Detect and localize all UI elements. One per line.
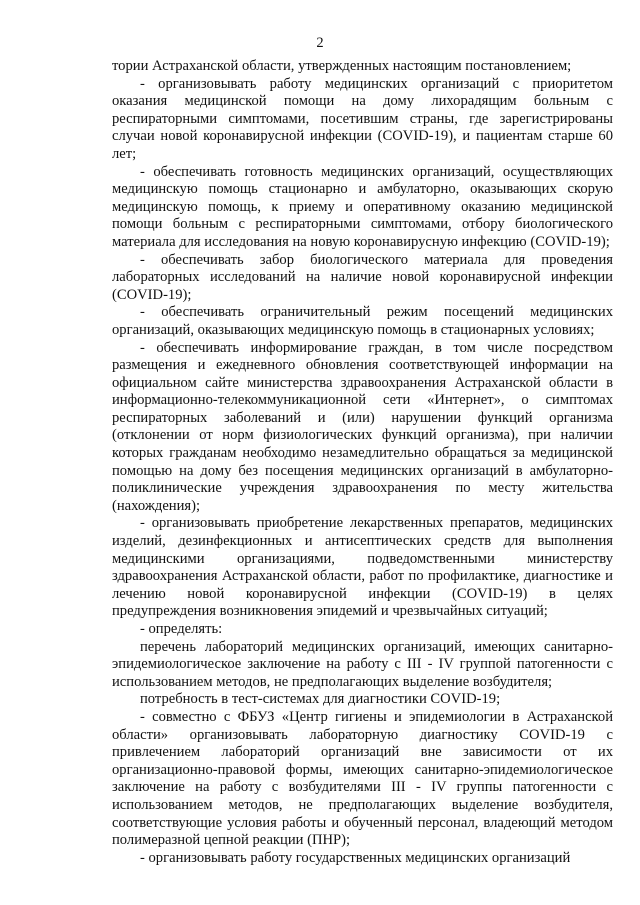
paragraph-sample-collection: - обеспечивать забор биологического материала для проведения лабораторных исследований на наличие новой коронавирусной инфекции (COVID-19); (112, 251, 613, 303)
paragraph-lab-list: перечень лабораторий медицинских организаций, имеющих санитарно-эпидемиологическое заключение на работу с III - IV группой патогенности с использованием методов, не предполагающих выделение возбудителя; (112, 638, 613, 690)
page-number: 2 (316, 35, 324, 51)
paragraph-organize-work: - организовывать работу государственных медицинских организаций (140, 849, 571, 866)
paragraph-test-systems: потребность в тест-системах для диагностики COVID-19; (140, 691, 501, 708)
paragraph-determine: - определять: (140, 621, 223, 637)
body-text (112, 58, 613, 867)
paragraph-procurement: - организовывать приобретение лекарственных препаратов, медицинских изделий, дезинфекционных и антисептических средств для выполнения медицинскими организациями, подведомственными министерству здравоохранения Астраханской области, работ по профилактике, диагностике и лечению новой коронавирусной инфекции (COVID-19) в целях предупреждения возникновения эпидемий и чрезвычайных ситуаций; (112, 515, 613, 620)
paragraph-informing-citizens: - обеспечивать информирование граждан, в том числе посредством размещения и ежедневного обновления соответствующей информации на официальном сайте министерства здравоохранения Астраханской области в информационно-телекоммуникационной сети «Интернет», о симптомах респираторных заболеваний и (или) нарушении функций организма (отклонении от норм физиологических функций организма), при наличии которых гражданам необходимо незамедлительно обращаться за медицинской помощью на дому без посещения медицинских организаций в амбулаторно-поликлинические учреждения здравоохранения по месту жительства (нахождения); (112, 339, 613, 514)
paragraph-lab-diagnostics: - совместно с ФБУЗ «Центр гигиены и эпидемиологии в Астраханской области» организовывать лабораторную диагностику COVID-19 с привлечением лабораторий организаций вне зависимости от их организационно-правовой формы, имеющих санитарно-эпидемиологическое заключение на работу с возбудителями III - IV группы патогенности с использованием методов, не предполагающих выделение возбудителя, соответствующие условия работы и обученный персонал, владеющий методом полимеразной цепной реакции (ПНР); (112, 708, 613, 849)
paragraph-visit-restriction: - обеспечивать ограничительный режим посещений медицинских организаций, оказывающих медицинскую помощь в стационарных условиях; (112, 304, 613, 338)
paragraph-readiness: - обеспечивать готовность медицинских организаций, осуществляющих медицинскую помощь стационарно и амбулаторно, оказывающих скорую медицинскую помощь, к приему и оперативному оказанию медицинской помощи больным с респираторными симптомами, отбору биологического материала для исследования на новую коронавирусную инфекцию (COVID-19); (112, 163, 613, 250)
paragraph-home-care: - организовывать работу медицинских организаций с приоритетом оказания медицинской помощи на дому лихорадящим больным с респираторными симптомами, посетившим страны, где зарегистрированы случаи новой коронавирусной инфекции (COVID-19), и пациентам старше 60 лет; (112, 75, 613, 162)
paragraph-continuation: тории Астраханской области, утвержденных настоящим постановлением; (112, 58, 572, 74)
